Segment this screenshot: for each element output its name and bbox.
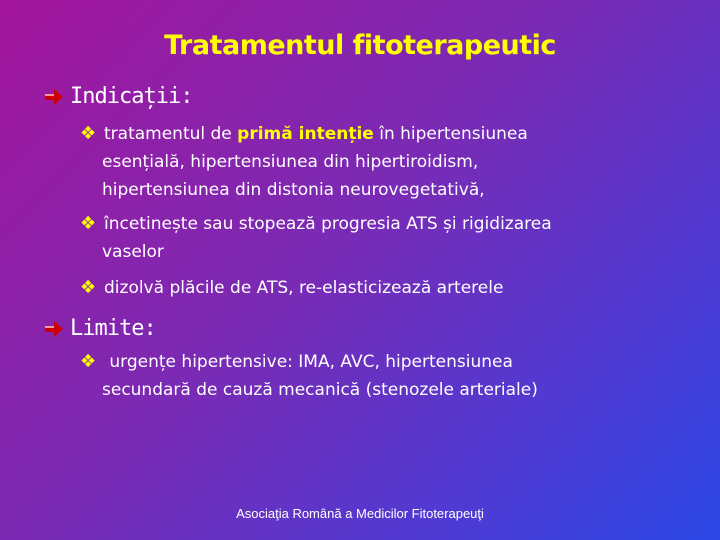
red-arrow-icon bbox=[44, 88, 64, 106]
item-continuation: esențială, hipertensiunea din hipertiroidism, bbox=[102, 152, 479, 172]
diamond-bullet-icon: ❖ bbox=[80, 351, 97, 372]
slide-title: Tratamentul fitoterapeutic bbox=[164, 30, 556, 61]
item-text: urgențe hipertensive: IMA, AVC, hipertensiunea bbox=[104, 352, 513, 372]
red-arrow-icon bbox=[44, 320, 64, 338]
footer-text: Asociaţia Română a Medicilor Fitoterapeuţi bbox=[236, 506, 484, 521]
item-text: în hipertensiunea bbox=[373, 124, 528, 144]
diamond-bullet-icon: ❖ bbox=[80, 213, 97, 234]
item-text: încetinește sau stopează progresia ATS și rigidizarea bbox=[104, 214, 552, 234]
section-limite bbox=[44, 316, 156, 341]
list-item bbox=[80, 274, 680, 302]
item-continuation: hipertensiunea din distonia neurovegetativă, bbox=[102, 180, 485, 200]
diamond-bullet-icon: ❖ bbox=[80, 123, 97, 144]
section-indicatii bbox=[44, 84, 192, 109]
list-item bbox=[80, 210, 680, 266]
list-item bbox=[80, 348, 680, 404]
item-highlight: primă intenție bbox=[237, 124, 374, 144]
diamond-bullet-icon: ❖ bbox=[80, 277, 97, 298]
item-text: dizolvă plăcile de ATS, re-elasticizează arterele bbox=[104, 278, 504, 298]
item-continuation: secundară de cauză mecanică (stenozele arteriale) bbox=[102, 380, 538, 400]
item-continuation: vaselor bbox=[102, 242, 164, 262]
section-label: Indicații: bbox=[70, 84, 193, 109]
item-text: tratamentul de bbox=[104, 124, 238, 144]
list-item bbox=[80, 120, 680, 204]
section-label: Limite: bbox=[70, 316, 156, 341]
